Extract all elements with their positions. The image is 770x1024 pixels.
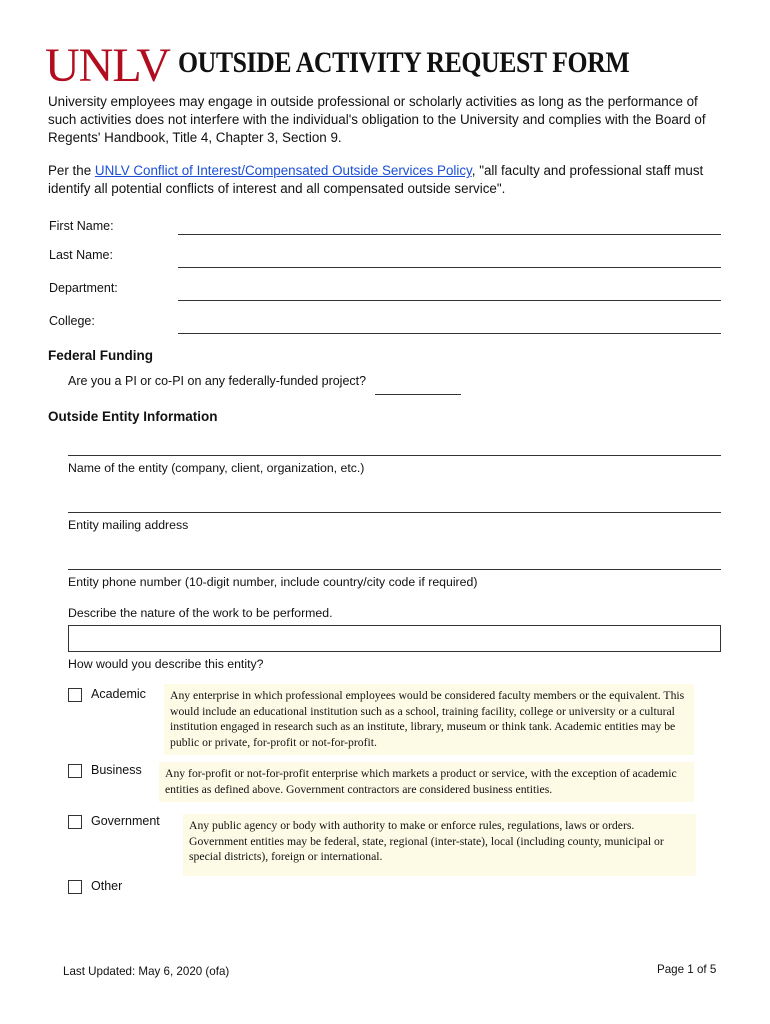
entity-name-field[interactable] bbox=[68, 455, 721, 456]
page-number: Page 1 of 5 bbox=[657, 963, 717, 976]
entity-address-field[interactable] bbox=[68, 512, 721, 513]
entity-type-question: How would you describe this entity? bbox=[68, 657, 264, 671]
other-label: Other bbox=[91, 879, 123, 893]
entity-phone-label: Entity phone number (10-digit number, include country/city code if required) bbox=[68, 575, 478, 589]
academic-checkbox[interactable] bbox=[68, 688, 82, 702]
government-checkbox[interactable] bbox=[68, 815, 82, 829]
academic-description: Any enterprise in which professional employees would be considered faculty members or the equivalent. This would include an educational institution such as a school, training facility, college or university or a cultural institution engaged in research such as an institute, library, museum or think tank. Academic entities may be public or private, for-profit or not-for-profit. bbox=[164, 684, 694, 755]
government-label: Government bbox=[91, 814, 160, 828]
policy-paragraph bbox=[48, 162, 728, 198]
work-description-label: Describe the nature of the work to be performed. bbox=[68, 606, 333, 620]
last-name-label: Last Name: bbox=[49, 248, 113, 262]
policy-prefix: Per the bbox=[48, 163, 95, 178]
policy-suffix: , "all faculty and professional staff must identify all potential conflicts of interest and all compensated outside service". bbox=[48, 163, 704, 196]
academic-label: Academic bbox=[91, 687, 146, 701]
federal-funding-question: Are you a PI or co-PI on any federally-funded project? bbox=[68, 374, 367, 388]
policy-link[interactable]: UNLV Conflict of Interest/Compensated Outside Services Policy bbox=[94, 163, 472, 178]
business-checkbox[interactable] bbox=[68, 764, 82, 778]
government-description: Any public agency or body with authority to make or enforce rules, regulations, laws or orders. Government entities may be federal, state, regional (inter-state), local (including county, municipal or special districts), foreign or international. bbox=[183, 814, 696, 876]
college-label: College: bbox=[49, 314, 95, 328]
entity-phone-field[interactable] bbox=[68, 569, 721, 570]
federal-funding-heading: Federal Funding bbox=[48, 348, 154, 363]
business-label: Business bbox=[91, 763, 142, 777]
entity-name-label: Name of the entity (company, client, organization, etc.) bbox=[68, 461, 365, 475]
other-checkbox[interactable] bbox=[68, 880, 82, 894]
unlv-logo: UNLV bbox=[45, 39, 170, 92]
last-name-field[interactable] bbox=[178, 267, 721, 268]
form-title: OUTSIDE ACTIVITY REQUEST FORM bbox=[178, 46, 630, 79]
college-field[interactable] bbox=[178, 333, 721, 334]
work-description-input[interactable] bbox=[68, 625, 721, 652]
entity-address-label: Entity mailing address bbox=[68, 518, 189, 532]
last-updated: Last Updated: May 6, 2020 (ofa) bbox=[63, 965, 230, 978]
intro-paragraph: University employees may engage in outside professional or scholarly activities as long as the performance of such activities does not interfere with the individual's obligation to the University and complies with the Board of Regents' Handbook, Title 4, Chapter 3, Section 9. bbox=[48, 94, 706, 145]
outside-entity-heading: Outside Entity Information bbox=[48, 409, 218, 424]
business-description: Any for-profit or not-for-profit enterprise which markets a product or service, with the exception of academic entities as defined above. Government contractors are considered business entities. bbox=[159, 762, 694, 802]
first-name-label: First Name: bbox=[49, 219, 114, 233]
department-field[interactable] bbox=[178, 300, 721, 301]
first-name-field[interactable] bbox=[178, 234, 721, 235]
federal-funding-answer-field[interactable] bbox=[375, 394, 461, 395]
department-label: Department: bbox=[49, 281, 118, 295]
